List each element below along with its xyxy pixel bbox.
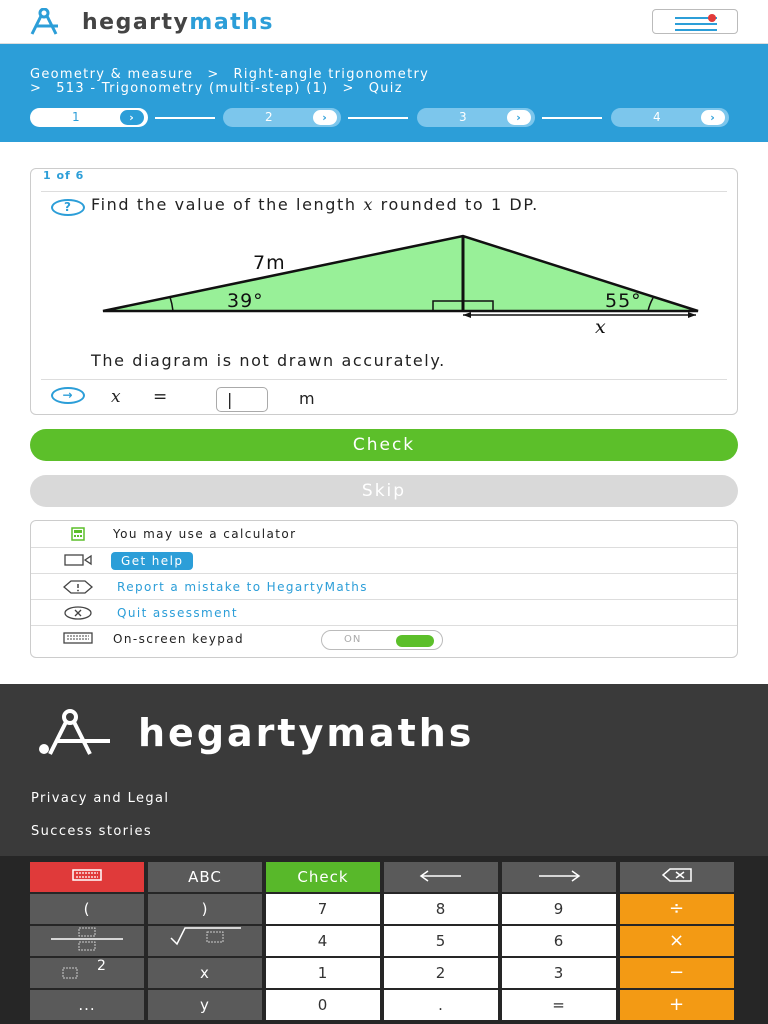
key-2[interactable]: 2: [384, 958, 498, 988]
key-1[interactable]: 1: [266, 958, 380, 988]
divide-key[interactable]: ÷: [620, 894, 734, 924]
arrow-left-icon: [419, 870, 463, 882]
calculator-icon: [63, 527, 93, 541]
footer: [0, 684, 768, 856]
brand-logo[interactable]: [28, 8, 274, 36]
breadcrumb: Geometry & measure > Right-angle trigonometry > 513 - Trigonometry (multi-step) (1) > Quiz 1 › 2 › 3 › 4 ›: [0, 44, 768, 142]
breadcrumb-item-topic[interactable]: Geometry & measure: [30, 67, 194, 82]
success-stories-link[interactable]: Success stories: [31, 824, 153, 839]
options-panel: [30, 520, 738, 658]
footer-logo[interactable]: [30, 709, 474, 757]
option-get-help: [31, 547, 737, 573]
divider: [41, 379, 727, 380]
minus-key[interactable]: −: [620, 958, 734, 988]
fraction-icon: [47, 926, 127, 952]
left-angle-label: 39°: [227, 290, 264, 312]
toggle-knob: [396, 635, 434, 647]
step-progress: [0, 108, 768, 128]
step-1[interactable]: 1 ›: [30, 108, 148, 127]
answer-equals: =: [153, 387, 169, 407]
on-screen-keypad: [0, 856, 768, 1024]
keypad-label: On-screen keypad: [113, 632, 245, 646]
step-3[interactable]: 3 ›: [417, 108, 535, 127]
footer-brand: hegartymaths: [138, 711, 475, 755]
top-bar: [0, 0, 768, 44]
backspace-key[interactable]: [620, 862, 734, 892]
x-key[interactable]: x: [148, 958, 262, 988]
open-paren-key[interactable]: (: [30, 894, 144, 924]
chevron-right-icon: ›: [701, 110, 725, 125]
backspace-icon: [662, 868, 692, 882]
answer-variable: x: [111, 387, 122, 407]
divider: [41, 191, 727, 192]
answer-input[interactable]: |: [216, 387, 268, 412]
keyboard-toggle-key[interactable]: [30, 862, 144, 892]
key-0[interactable]: 0: [266, 990, 380, 1020]
right-angle-label: 55°: [605, 290, 642, 312]
svg-text:2: 2: [97, 958, 107, 974]
chevron-right-icon: ›: [120, 110, 144, 125]
breadcrumb-item-subtopic[interactable]: Right-angle trigonometry: [233, 67, 430, 82]
check-button[interactable]: Check: [30, 429, 738, 461]
equals-key[interactable]: =: [502, 990, 616, 1020]
compass-logo-icon: [30, 709, 112, 757]
keyboard-icon: [63, 632, 93, 646]
menu-button[interactable]: [652, 9, 738, 34]
question-help-icon[interactable]: ?: [51, 199, 85, 216]
compass-logo-icon: [28, 8, 60, 36]
report-mistake-link[interactable]: Report a mistake to HegartyMaths: [117, 580, 368, 594]
notification-dot: [708, 14, 716, 22]
keyboard-icon: [72, 868, 102, 882]
key-9[interactable]: 9: [502, 894, 616, 924]
key-3[interactable]: 3: [502, 958, 616, 988]
question-text: Find the value of the length x rounded to 1 DP.: [91, 195, 539, 214]
base-label: x: [595, 316, 607, 338]
power-key[interactable]: [30, 958, 144, 988]
plus-key[interactable]: +: [620, 990, 734, 1020]
square-root-icon: [167, 926, 243, 946]
fraction-key[interactable]: [30, 926, 144, 956]
keypad-toggle[interactable]: [321, 630, 443, 650]
privacy-link[interactable]: Privacy and Legal: [31, 791, 170, 806]
triangle-diagram: [101, 231, 701, 341]
close-paren-key[interactable]: ): [148, 894, 262, 924]
breadcrumb-item-task[interactable]: 513 - Trigonometry (multi-step) (1): [56, 81, 329, 96]
superscript-icon: [57, 958, 117, 982]
question-counter: 1 of 6: [43, 169, 85, 182]
chevron-right-icon: ›: [313, 110, 337, 125]
calculator-text: You may use a calculator: [113, 527, 297, 541]
key-8[interactable]: 8: [384, 894, 498, 924]
key-7[interactable]: 7: [266, 894, 380, 924]
brand-name: hegartymaths: [82, 9, 274, 35]
key-6[interactable]: 6: [502, 926, 616, 956]
question-card: [30, 168, 738, 415]
breadcrumb-item-quiz[interactable]: Quiz: [368, 81, 403, 96]
option-report[interactable]: [31, 573, 737, 599]
sqrt-key[interactable]: [148, 926, 262, 956]
key-4[interactable]: 4: [266, 926, 380, 956]
quit-assessment-link[interactable]: Quit assessment: [117, 606, 239, 620]
step-4[interactable]: 4 ›: [611, 108, 729, 127]
arrow-right-key[interactable]: [502, 862, 616, 892]
get-help-button[interactable]: Get help: [111, 552, 193, 570]
decimal-key[interactable]: .: [384, 990, 498, 1020]
skip-button[interactable]: Skip: [30, 475, 738, 507]
close-icon: [63, 606, 93, 620]
option-keypad: [31, 625, 737, 651]
toggle-state: ON: [344, 634, 362, 645]
chevron-right-icon: ›: [507, 110, 531, 125]
answer-arrow-icon: →: [51, 387, 85, 404]
more-key[interactable]: ...: [30, 990, 144, 1020]
multiply-key[interactable]: ×: [620, 926, 734, 956]
abc-key[interactable]: ABC: [148, 862, 262, 892]
arrow-right-icon: [537, 870, 581, 882]
option-quit[interactable]: [31, 599, 737, 625]
answer-unit: m: [299, 389, 316, 408]
arrow-left-key[interactable]: [384, 862, 498, 892]
option-calculator: [31, 521, 737, 547]
hypotenuse-label: 7m: [253, 252, 286, 274]
key-5[interactable]: 5: [384, 926, 498, 956]
y-key[interactable]: y: [148, 990, 262, 1020]
keypad-check-key[interactable]: Check: [266, 862, 380, 892]
diagram-note: The diagram is not drawn accurately.: [91, 351, 446, 370]
video-icon: [63, 554, 93, 568]
step-2[interactable]: 2 ›: [223, 108, 341, 127]
warning-icon: [63, 580, 93, 594]
